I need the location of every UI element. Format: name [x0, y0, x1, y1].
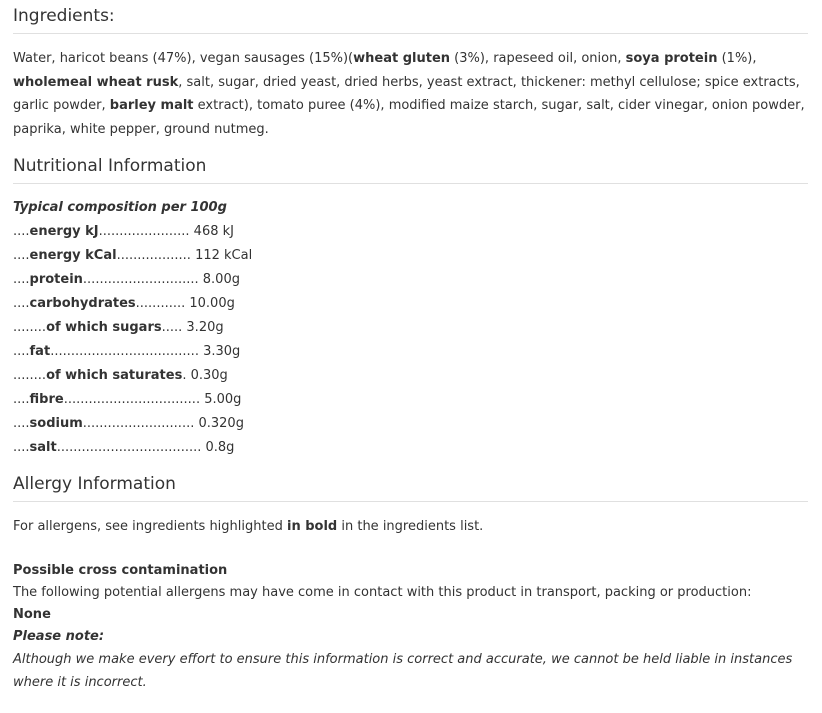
row-label: protein	[29, 272, 83, 287]
row-prefix: ....	[13, 248, 30, 263]
row-prefix: ....	[13, 272, 30, 287]
row-value: 0.8g	[201, 440, 235, 455]
row-prefix: ........	[13, 320, 47, 335]
allergy-heading: Allergy Information	[13, 468, 808, 502]
row-prefix: ....	[13, 416, 30, 431]
row-dots: ............	[135, 296, 186, 311]
row-label: carbohydrates	[29, 296, 136, 311]
row-value: 112 kCal	[190, 248, 253, 263]
row-value: 0.30g	[186, 368, 228, 383]
ingredients-allergen: wholemeal wheat rusk	[13, 74, 179, 90]
ingredients-segment: , salt, sugar, dried yeast, dried herbs, yeast extract, thickener: methyl cellulose; spice extracts, garlic powder,	[13, 74, 800, 113]
row-prefix: ....	[13, 344, 30, 359]
nutrition-row	[13, 220, 808, 244]
allergy-text-after: in the ingredients list.	[337, 519, 484, 534]
row-prefix: ....	[13, 296, 30, 311]
ingredients-heading: Ingredients:	[13, 0, 808, 34]
allergy-text	[13, 515, 808, 539]
row-dots: ..................	[116, 248, 191, 263]
row-dots: ....................................	[50, 344, 199, 359]
row-dots: .....	[161, 320, 183, 335]
row-value: 8.00g	[198, 272, 240, 287]
note-text: Although we make every effort to ensure this information is correct and accurate, we cannot be held liable in instances where it is incorrect.	[13, 651, 793, 690]
row-value: 0.320g	[194, 416, 244, 431]
nutrition-heading: Nutritional Information	[13, 150, 808, 184]
row-label: energy kCal	[29, 248, 117, 263]
row-label: energy kJ	[29, 224, 99, 239]
row-label: fibre	[29, 392, 64, 407]
row-dots: ...........................	[82, 416, 195, 431]
row-prefix: ........	[13, 368, 47, 383]
ingredients-allergen: wheat gluten	[353, 51, 451, 66]
ingredients-allergen: barley malt	[109, 98, 194, 113]
row-value: 3.20g	[182, 320, 224, 335]
row-dots: .	[182, 368, 187, 383]
row-value: 468 kJ	[189, 224, 234, 239]
row-label: salt	[29, 440, 57, 455]
composition-heading: Typical composition per 100g	[13, 200, 227, 215]
ingredients-section	[13, 0, 808, 141]
cross-contamination-text: The following potential allergens may have come in contact with this product in transport, packing or production:	[13, 584, 752, 600]
ingredients-segment: (3%), rapeseed oil, onion,	[450, 51, 626, 66]
ingredients-segment: extract), tomato puree (4%), modified maize starch, sugar, salt, cider vinegar, onion powder, paprika, white pepper, ground nutmeg.	[13, 98, 805, 137]
ingredients-segment: (1%),	[717, 51, 757, 66]
nutrition-row	[13, 268, 808, 292]
row-label: sodium	[29, 416, 83, 431]
row-value: 5.00g	[200, 392, 242, 407]
row-label: fat	[29, 344, 51, 359]
nutrition-row	[13, 436, 808, 460]
row-prefix: ....	[13, 224, 30, 239]
nutrition-row	[13, 388, 808, 412]
cross-contamination-title: Possible cross contamination	[13, 562, 228, 578]
row-prefix: ....	[13, 440, 30, 455]
allergy-text-before: For allergens, see ingredients highlighted	[13, 519, 287, 534]
nutrition-row	[13, 244, 808, 268]
nutrition-row	[13, 412, 808, 436]
ingredients-segment: Water, haricot beans (47%), vegan sausages (15%)(	[13, 51, 354, 66]
nutrition-row	[13, 340, 808, 364]
nutrition-section	[13, 150, 808, 460]
ingredients-text	[13, 47, 808, 141]
nutrition-row	[13, 364, 808, 388]
cross-contamination-value: None	[13, 606, 51, 622]
row-value: 3.30g	[198, 344, 241, 359]
nutrition-row	[13, 292, 808, 316]
allergy-text-bold: in bold	[286, 519, 338, 534]
nutrition-table	[13, 220, 808, 460]
row-dots: ...................................	[56, 440, 202, 455]
row-dots: ......................	[98, 224, 190, 239]
row-prefix: ....	[13, 392, 30, 407]
ingredients-allergen: soya protein	[625, 51, 718, 66]
row-dots: ............................	[82, 272, 199, 287]
note-heading: Please note:	[13, 628, 105, 644]
row-dots: .................................	[63, 392, 201, 407]
nutrition-row	[13, 316, 808, 340]
row-value: 10.00g	[185, 296, 235, 311]
allergy-section	[13, 468, 808, 694]
row-label: of which sugars	[46, 320, 162, 335]
row-label: of which saturates	[46, 368, 183, 383]
